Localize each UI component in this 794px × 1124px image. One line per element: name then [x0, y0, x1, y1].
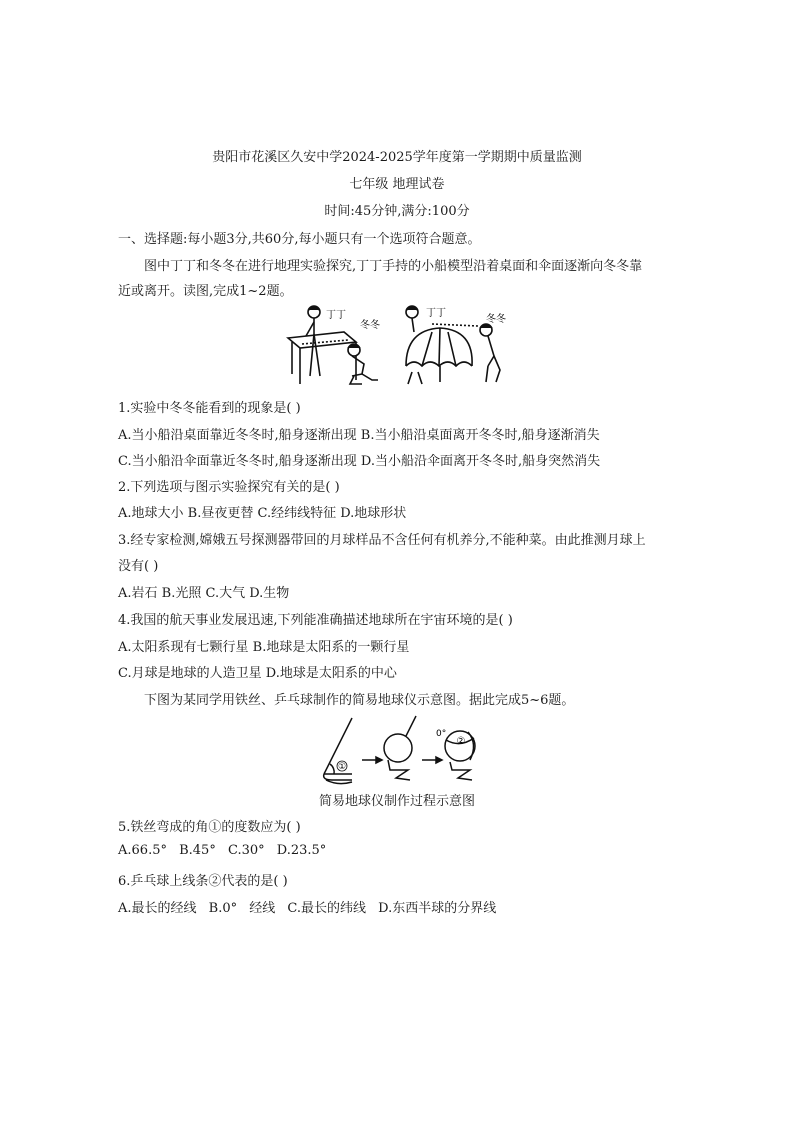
label-dingding-table: 丁丁: [326, 310, 346, 321]
arrow-2-head: [436, 757, 442, 763]
arrow-1-head: [376, 757, 382, 763]
question-2-options: A.地球大小 B.昼夜更替 C.经纬线特征 D.地球形状: [118, 506, 407, 521]
question-5-options: A.66.5° B.45° C.30° D.23.5°: [118, 843, 327, 858]
label-dongdong-umbrella: 冬冬: [486, 314, 506, 325]
figure-2-caption: 简易地球仪制作过程示意图: [318, 794, 475, 809]
intro-paragraph-line2: 近或离开。读图,完成1~2题。: [118, 284, 293, 299]
question-3-stem-line2: 没有( ): [118, 559, 159, 574]
question-1-options-line2: C.当小船沿伞面靠近冬冬时,船身逐渐出现 D.当小船沿伞面离开冬冬时,船身突然消失: [118, 454, 601, 469]
exam-title: 贵阳市花溪区久安中学2024-2025学年度第一学期期中质量监测: [212, 150, 582, 165]
label-dingding-umbrella: 丁丁: [426, 308, 446, 319]
angle-1-label: ①: [337, 762, 347, 772]
step2-ball-on-wire: [384, 716, 416, 780]
step1-bent-wire: [324, 718, 352, 784]
question-1-stem: 1.实验中冬冬能看到的现象是( ): [118, 401, 301, 416]
section-2-intro: 下图为某同学用铁丝、乒乓球制作的简易地球仪示意图。据此完成5~6题。: [144, 693, 575, 708]
question-5-stem: 5.铁丝弯成的角①的度数应为( ): [118, 820, 301, 835]
exam-subtitle: 七年级 地理试卷: [349, 177, 445, 192]
question-6-options: A.最长的经线 B.0° 经线 C.最长的纬线 D.东西半球的分界线: [118, 901, 497, 916]
question-4-options-line2: C.月球是地球的人造卫星 D.地球是太阳系的中心: [118, 666, 397, 681]
question-3-stem-line1: 3.经专家检测,嫦娥五号探测器带回的月球样品不含任何有机养分,不能种菜。由此推测月球上: [118, 533, 646, 548]
section-heading: 一、选择题:每小题3分,共60分,每小题只有一个选项符合题意。: [118, 232, 481, 247]
intro-paragraph-line1: 图中丁丁和冬冬在进行地理实验探究,丁丁手持的小船模型沿着桌面和伞面逐渐向冬冬靠: [144, 259, 643, 274]
question-2-stem: 2.下列选项与图示实验探究有关的是( ): [118, 480, 340, 495]
line-2-label: ②: [456, 736, 466, 747]
globe-making-figure: [318, 714, 488, 786]
question-4-options-line1: A.太阳系现有七颗行星 B.地球是太阳系的一颗行星: [118, 640, 410, 655]
question-6-stem: 6.乒乓球上线条②代表的是( ): [118, 874, 288, 889]
zero-degree-label: 0°: [436, 729, 447, 739]
ship-experiment-figure: [282, 300, 532, 388]
exam-time-info: 时间:45分钟,满分:100分: [324, 204, 470, 219]
question-1-options-line1: A.当小船沿桌面靠近冬冬时,船身逐渐出现 B.当小船沿桌面离开冬冬时,船身逐渐消失: [118, 428, 600, 443]
question-4-stem: 4.我国的航天事业发展迅速,下列能准确描述地球所在宇宙环境的是( ): [118, 613, 513, 628]
label-dongdong-table: 冬冬: [360, 320, 380, 331]
question-3-options: A.岩石 B.光照 C.大气 D.生物: [118, 586, 290, 601]
